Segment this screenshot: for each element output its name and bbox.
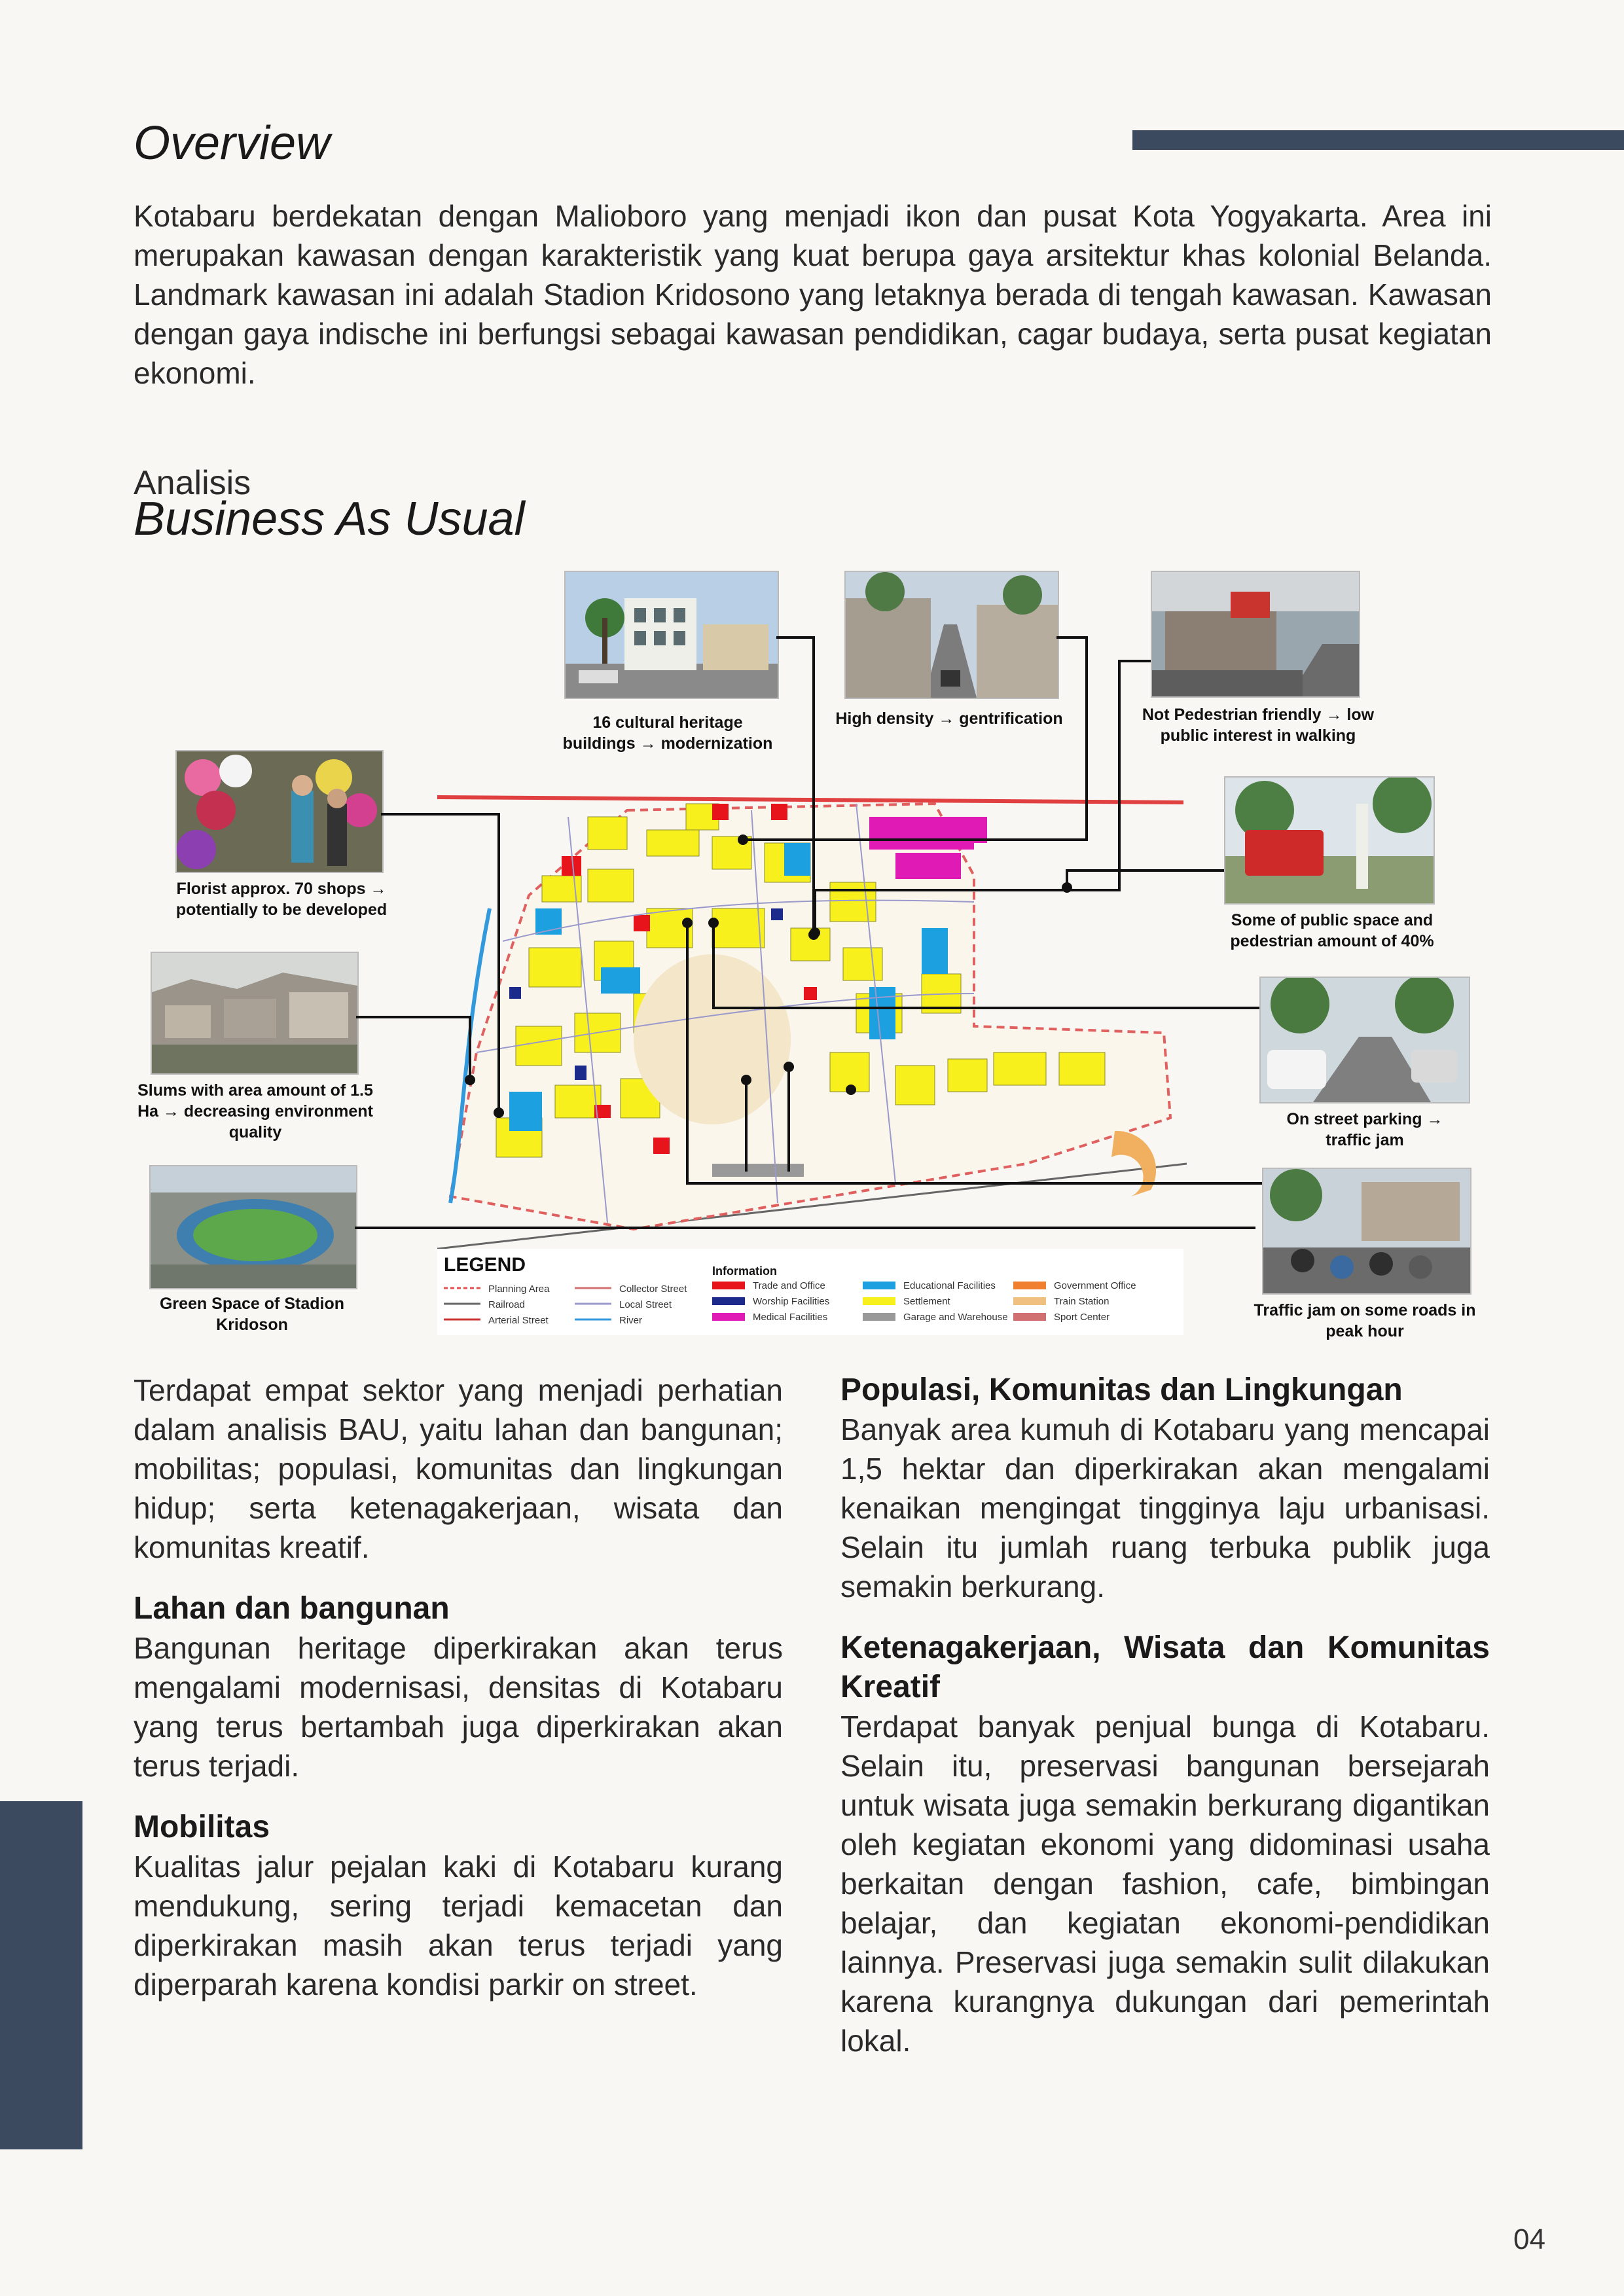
legend-info-label: Trade and Office — [753, 1280, 825, 1291]
overview-title: Overview — [134, 117, 331, 170]
caption-slums: Slums with area amount of 1.5 Ha → decreasing environment quality — [137, 1081, 373, 1141]
caption-parking: On street parking → traffic jam — [1286, 1110, 1443, 1149]
legend-info-label: Government Office — [1054, 1280, 1136, 1291]
employment-heading: Ketenagakerjaan, Wisata dan Komunitas Kreatif — [840, 1630, 1490, 1704]
legend-info-label: Educational Facilities — [903, 1280, 996, 1291]
mobility-text: Kualitas jalur pejalan kaki di Kotabaru kurang mendukung, sering terjadi kemacetan dan diperkirakan masih akan terus terjadi yang diperparah karena kondisi parkir on street. — [134, 1850, 783, 2001]
bau-intro-text: Terdapat empat sektor yang menjadi perhatian dalam analisis BAU, yaitu lahan dan bangunan; mobilitas; populasi, komunitas dan lingkungan hidup; serta ketenagakerjaan, wisata dan komunitas kreatif. — [134, 1373, 783, 1564]
page-number: 04 — [1513, 2223, 1545, 2255]
legend-line-label: River — [619, 1315, 643, 1326]
legend-line-label: Planning Area — [488, 1283, 550, 1295]
caption-green-space: Green Space of Stadion Kridoson — [159, 1295, 344, 1334]
side-accent-bar — [0, 1801, 82, 2149]
overview-text: Kotabaru berdekatan dengan Malioboro yang menjadi ikon dan pusat Kota Yogyakarta. Area ini merupakan kawasan dengan karakteristik yang kuat berupa gaya arsitektur khas kolonial Belanda. Landmark kawasan ini adalah Stadion Kridosono yang letaknya berada di tengah kawasan. Kawasan dengan gaya indische ini berfungsi sebagai kawasan pendidikan, cagar budaya, serta pusat kegiatan ekonomi. — [134, 199, 1492, 390]
land-text: Bangunan heritage diperkirakan akan terus mengalami modernisasi, densitas di Kotabaru yang terus bertambah juga diperkirakan akan terus terjadi. — [134, 1631, 783, 1783]
caption-public-space: Some of public space and pedestrian amount of 40% — [1230, 911, 1434, 950]
caption-pedestrian: Not Pedestrian friendly → low public interest in walking — [1142, 706, 1375, 745]
legend-info-label: Sport Center — [1054, 1312, 1110, 1323]
caption-florist: Florist approx. 70 shops → potentially to be developed — [175, 880, 388, 919]
left-column — [134, 1371, 783, 2004]
legend-info-label: Worship Facilities — [753, 1296, 830, 1307]
legend-line-label: Arterial Street — [488, 1315, 549, 1326]
right-column — [840, 1371, 1490, 2060]
legend-title: LEGEND — [444, 1254, 526, 1276]
mobility-heading: Mobilitas — [134, 1810, 270, 1844]
legend-info-label: Train Station — [1054, 1296, 1110, 1307]
legend-info-label: Medical Facilities — [753, 1312, 828, 1323]
caption-traffic: Traffic jam on some roads in peak hour — [1254, 1301, 1476, 1340]
legend-info-title: Information — [712, 1265, 777, 1278]
land-heading: Lahan dan bangunan — [134, 1591, 450, 1626]
legend-info-label: Garage and Warehouse — [903, 1312, 1008, 1323]
legend-line-label: Local Street — [619, 1299, 672, 1310]
employment-text: Terdapat banyak penjual bunga di Kotabaru. Selain itu, preservasi bangunan bersejarah untuk wisata juga semakin berkurang digantikan oleh kegiatan ekonomi yang didominasi usaha berkaitan dengan fashion, cafe, bimbingan belajar, dan kegiatan ekonomi-pendidikan lainnya. Preservasi juga semakin sulit dilakukan karena kurangnya dukungan dari pemerintah lokal. — [840, 1710, 1490, 2058]
population-heading: Populasi, Komunitas dan Lingkungan — [840, 1372, 1403, 1407]
caption-density: High density → gentrification — [835, 709, 1063, 728]
legend-line-label: Railroad — [488, 1299, 525, 1310]
caption-heritage: 16 cultural heritage buildings → modernization — [562, 713, 773, 753]
legend-line-label: Collector Street — [619, 1283, 687, 1295]
analysis-title: Business As Usual — [134, 493, 525, 545]
analysis-label: Analisis — [134, 464, 251, 502]
population-text: Banyak area kumuh di Kotabaru yang mencapai 1,5 hektar dan diperkirakan akan mengalami kenaikan mengingat tingginya laju urbanisasi. Selain itu jumlah ruang terbuka publik juga semakin berkurang. — [840, 1412, 1490, 1604]
legend-info-label: Settlement — [903, 1296, 950, 1307]
